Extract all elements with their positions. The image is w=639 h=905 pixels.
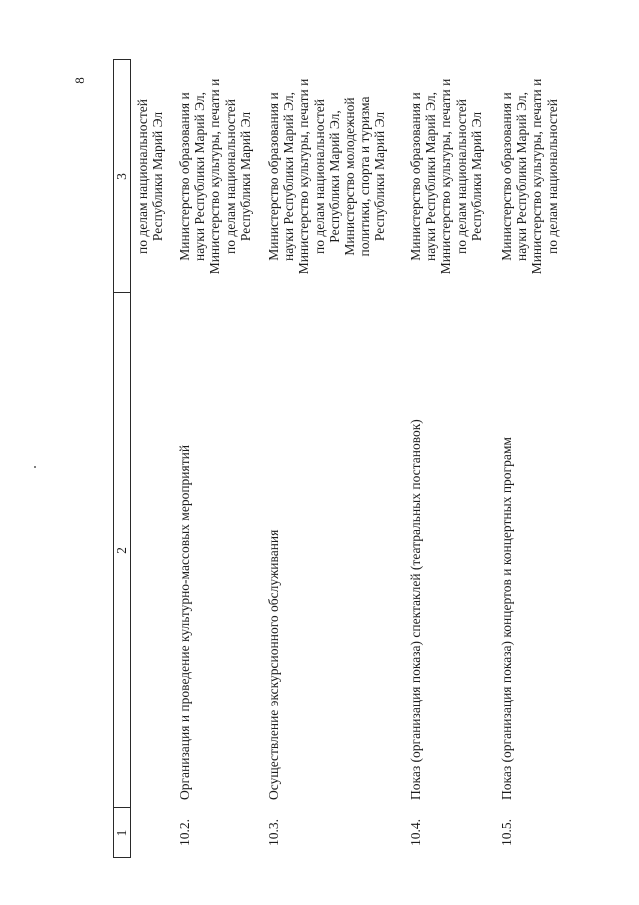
row-2-name: Осуществление экскурсионного обслуживания	[266, 529, 281, 800]
table-header-bottom-border	[130, 60, 131, 858]
row-3-organization: Министерство образования и науки Республики Марий Эл, Министерство культуры, печати и по делам национальностей Республики Марий Эл	[408, 78, 484, 275]
page-number: 8	[71, 77, 87, 84]
row-1-number: 10.2.	[177, 819, 192, 846]
header-col-3: 3	[114, 173, 129, 180]
row-1-name: Организация и проведение культурно-массовых мероприятий	[177, 444, 192, 800]
header-col-2: 2	[114, 547, 129, 554]
row-4-organization: Министерство образования и науки Республики Марий Эл, Министерство культуры, печати и по делам национальностей	[499, 78, 560, 275]
row-3-name: Показ (организация показа) спектаклей (театральных постановок)	[408, 419, 423, 800]
row-2-number: 10.3.	[266, 819, 281, 846]
row-4-name: Показ (организация показа) концертов и концертных программ	[499, 437, 514, 800]
scan-speck	[34, 466, 36, 468]
row-2-organization: Министерство образования и науки Республики Марий Эл, Министерство культуры, печати и по делам национальностей Республики Марий Эл, Министерство молодежной политики, спорта и туризма Республики Марий Эл	[266, 78, 388, 275]
row-4-number: 10.5.	[499, 819, 514, 846]
row-1-organization: Министерство образования и науки Республики Марий Эл, Министерство культуры, печати и по делам национальностей Республики Марий Эл	[177, 78, 253, 275]
document-table	[113, 58, 560, 858]
header-col-1: 1	[114, 829, 129, 837]
row-0-organization: по делам национальностей Республики Марий Эл	[135, 99, 166, 254]
row-3-number: 10.4.	[408, 819, 423, 846]
